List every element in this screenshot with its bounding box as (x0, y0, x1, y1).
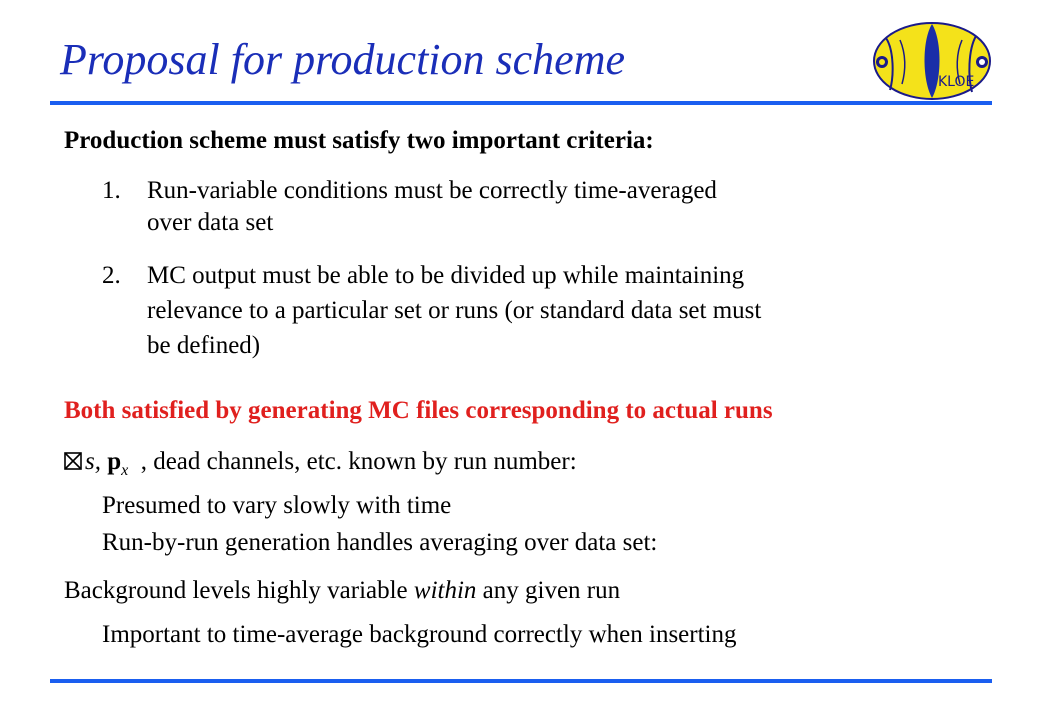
logo-text: KLOE (938, 74, 975, 90)
criterion-2-line-3: be defined) (147, 332, 261, 359)
criterion-1-line-1: Run-variable conditions must be correctly time-averaged (147, 177, 717, 204)
criterion-2-line-2: relevance to a particular set or runs (or standard data set must (147, 297, 762, 324)
checkbox-x-icon (64, 452, 82, 470)
top-rule (50, 101, 992, 105)
item-one-sub-2: Run-by-run generation handles averaging over data set: (102, 529, 658, 556)
item-two-emphasis: within (413, 577, 477, 604)
bottom-rule (50, 679, 992, 683)
kloe-logo (872, 20, 992, 102)
item-two-line (64, 578, 620, 603)
sigma-symbol: s, (85, 448, 101, 475)
item-two-prefix: Background levels highly variable (64, 577, 414, 604)
momentum-subscript: x⃗ (121, 462, 141, 479)
item-one-rest: , dead channels, etc. known by run number: (140, 448, 577, 475)
item-two-suffix: any given run (476, 577, 621, 604)
criterion-1-line-2: over data set (147, 209, 274, 236)
criterion-2-number: 2. (102, 262, 121, 289)
item-two-sub-1: Important to time-average background correctly when inserting (102, 621, 737, 648)
item-one-line (64, 449, 577, 479)
highlight-statement: Both satisfied by generating MC files corresponding to actual runs (64, 397, 773, 424)
criterion-2-line-1: MC output must be able to be divided up while maintaining (147, 262, 745, 289)
item-one-sub-1: Presumed to vary slowly with time (102, 492, 452, 519)
criterion-1-number: 1. (102, 177, 121, 204)
momentum-symbol: p (107, 448, 122, 475)
slide-title: Proposal for production scheme (60, 35, 626, 84)
criteria-heading: Production scheme must satisfy two important criteria: (64, 127, 654, 154)
